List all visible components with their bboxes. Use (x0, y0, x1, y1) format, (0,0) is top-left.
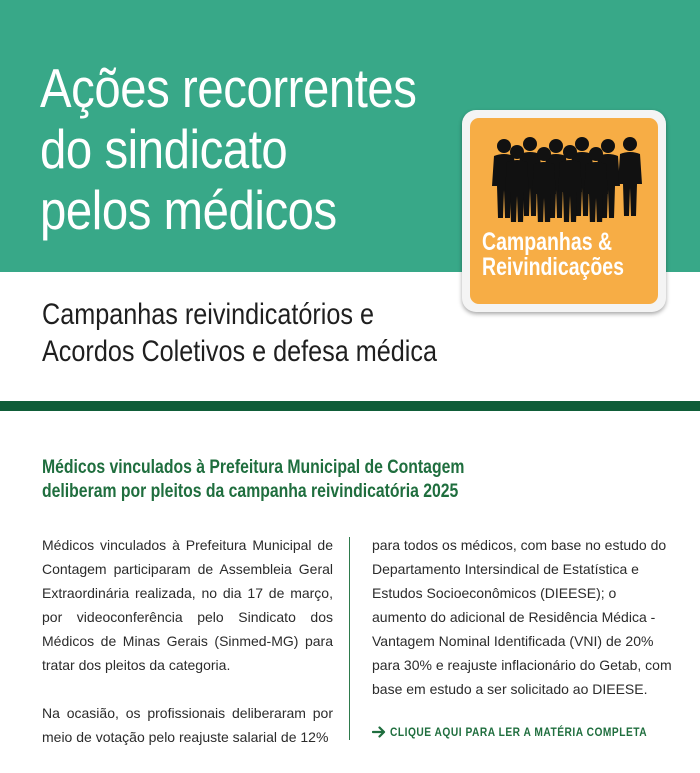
article-title-line: Médicos vinculados à Prefeitura Municipal de Contagem (42, 457, 465, 478)
article-left-column (42, 533, 333, 749)
read-more-link[interactable] (372, 725, 693, 739)
hero-title-line: do sindicato (40, 118, 288, 180)
article-title-line: deliberam por pleitos da campanha reivindicatória 2025 (42, 481, 459, 502)
article-paragraph: para todos os médicos, com base no estudo do Departamento Intersindical de Estatística e Estudos Socioeconômicos (DIEESE); o aumento do adicional de Residência Médica - Vantagem Nominal Identificada (VNI) de 20% para 30% e reajuste inflacionário do Getab, com base em estudo a ser solicitado ao DIEESE. (372, 537, 672, 697)
read-more-label: CLIQUE AQUI PARA LER A MATÉRIA COMPLETA (390, 725, 648, 739)
people-group-icon (484, 136, 644, 222)
subtitle-line: Acordos Coletivos e defesa médica (42, 335, 438, 368)
hero-title-line: Ações recorrentes (40, 57, 417, 119)
badge-label-line: Campanhas & (482, 228, 613, 256)
section-divider (0, 401, 700, 411)
subtitle (42, 296, 437, 370)
badge-label (482, 230, 638, 280)
campaigns-badge-inner (470, 118, 658, 304)
subtitle-line: Campanhas reivindicatórios e (42, 298, 374, 331)
article-paragraph: Médicos vinculados à Prefeitura Municipal de Contagem participaram de Assembleia Geral Extraordinária realizada, no dia 17 de março, por videoconferência pelo Sindicato dos Médicos de Minas Gerais (Sinmed-MG) para tratar dos pleitos da categoria. (42, 537, 333, 673)
arrow-right-icon (372, 725, 386, 739)
article-title (42, 456, 464, 504)
badge-label-line: Reivindicações (482, 253, 624, 281)
column-divider (349, 537, 350, 740)
article-paragraph: Na ocasião, os profissionais deliberaram por meio de votação pelo reajuste salarial de 12% (42, 705, 333, 745)
hero-title (40, 57, 417, 241)
hero-title-line: pelos médicos (40, 179, 337, 241)
campaigns-badge (462, 110, 666, 312)
article-right-column (372, 533, 672, 701)
